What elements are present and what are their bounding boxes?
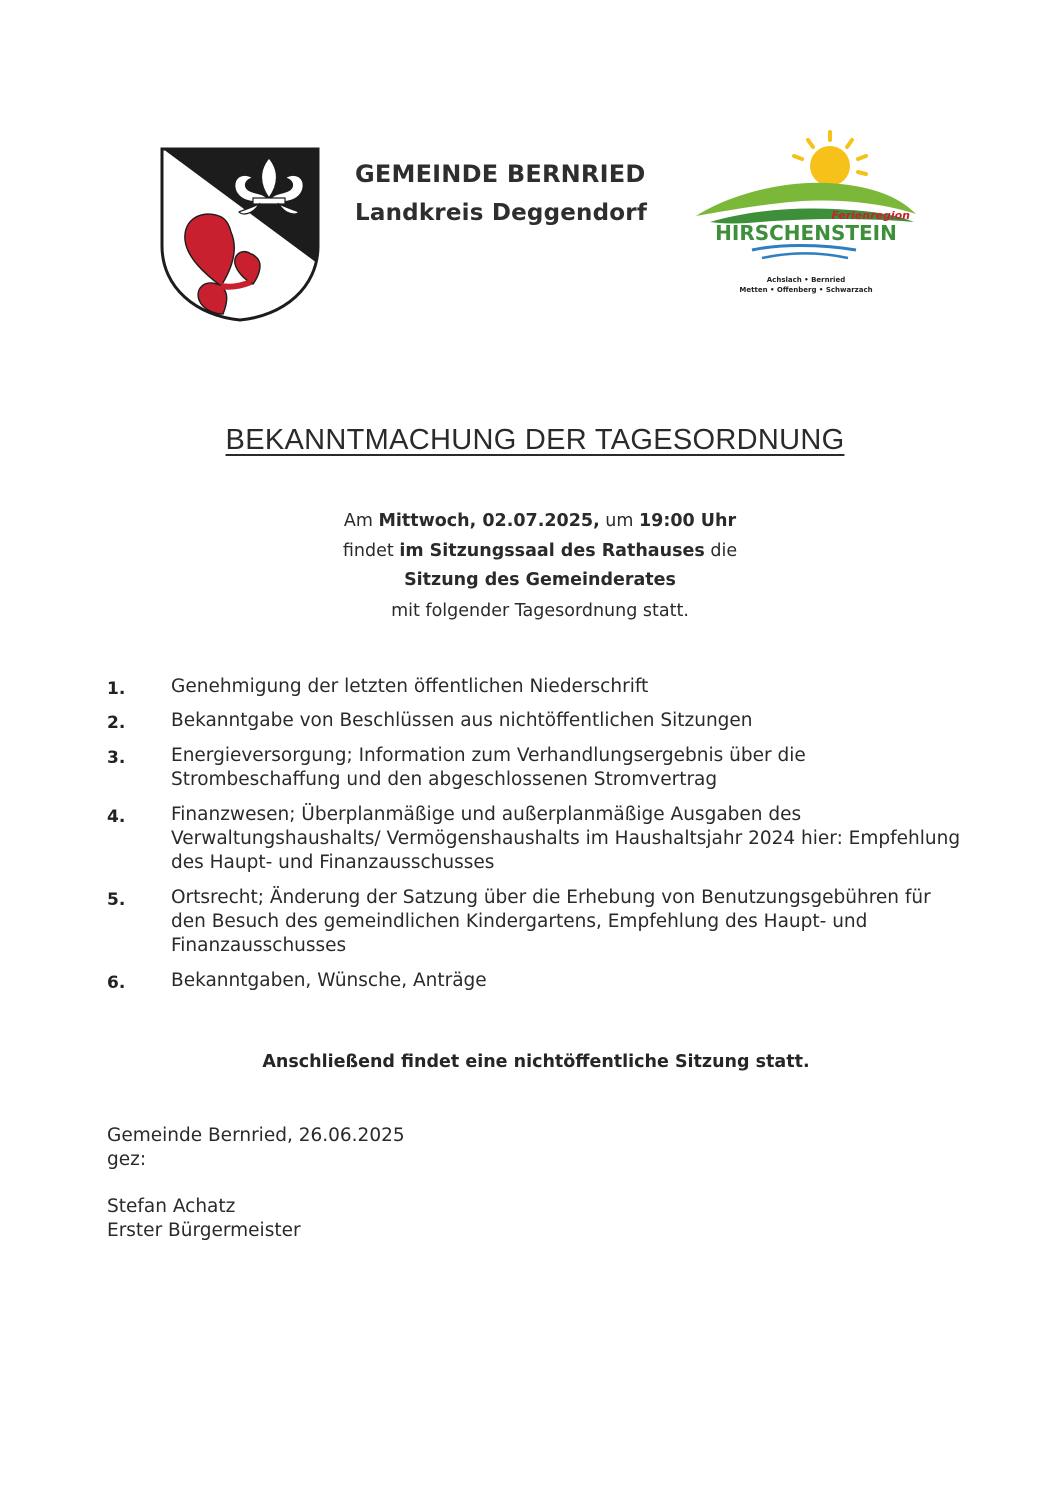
closing-note: Anschließend findet eine nichtöffentliche Sitzung statt. <box>262 1052 810 1072</box>
logo-name: HIRSCHENSTEIN <box>715 221 897 245</box>
meeting-day: Mittwoch, 02.07.2025, <box>378 511 600 531</box>
coat-of-arms-icon <box>159 146 321 322</box>
logo-towns-line1: Achslach • Bernried <box>766 276 846 284</box>
agenda-item: Bekanntgaben, Wünsche, Anträge <box>171 970 487 991</box>
gez-label: gez: <box>107 1149 147 1170</box>
ferienregion-hirschenstein-logo <box>690 130 922 298</box>
page-title: BEKANNTMACHUNG DER TAGESORDNUNG <box>225 424 845 456</box>
meeting-place: im Sitzungssaal des Rathauses <box>399 541 705 561</box>
intro-line-1: Am Mittwoch, 02.07.2025, um 19:00 Uhr <box>343 511 737 531</box>
agenda-number: 2. <box>107 713 126 733</box>
sun-icon <box>794 132 866 186</box>
agenda-item: Finanzwesen; Überplanmäßige und außerplanmäßige Ausgaben des Verwaltungshaushalts/ Vermögenshaushalts im Haushaltsjahr 2024 hier: Empfehlung des Haupt- und Finanzausschusses <box>171 804 961 873</box>
agenda-number: 5. <box>107 890 126 910</box>
agenda-item: Ortsrecht; Änderung der Satzung über die Erhebung von Benutzungsgebühren für den Besuch des gemeindlichen Kindergartens, Empfehlung des Haupt- und Finanzausschusses <box>171 887 931 956</box>
agenda-number: 6. <box>107 973 126 993</box>
intro-line-3: Sitzung des Gemeinderates <box>404 570 676 590</box>
intro-line-2: findet im Sitzungssaal des Rathauses die <box>342 541 738 561</box>
intro-line-4: mit folgender Tagesordnung statt. <box>391 601 689 621</box>
agenda-item: Bekanntgabe von Beschlüssen aus nichtöffentlichen Sitzungen <box>171 710 753 731</box>
agenda-item: Energieversorgung; Information zum Verhandlungsergebnis über die Strombeschaffung und den abgeschlossenen Stromvertrag <box>171 745 806 790</box>
place-date: Gemeinde Bernried, 26.06.2025 <box>107 1125 405 1146</box>
agenda-item: Genehmigung der letzten öffentlichen Niederschrift <box>171 676 649 697</box>
agenda-number: 1. <box>107 679 126 699</box>
meeting-time: 19:00 Uhr <box>639 511 737 531</box>
agenda-number: 4. <box>107 807 126 827</box>
agenda-number: 3. <box>107 748 126 768</box>
signatory-name: Stefan Achatz <box>107 1196 236 1217</box>
logo-tagline: Ferienregion <box>831 209 910 222</box>
org-district: Landkreis Deggendorf <box>355 200 648 226</box>
org-name: GEMEINDE BERNRIED <box>355 160 646 188</box>
logo-towns-line2: Metten • Offenberg • Schwarzach <box>739 286 873 294</box>
signatory-role: Erster Bürgermeister <box>107 1220 301 1241</box>
